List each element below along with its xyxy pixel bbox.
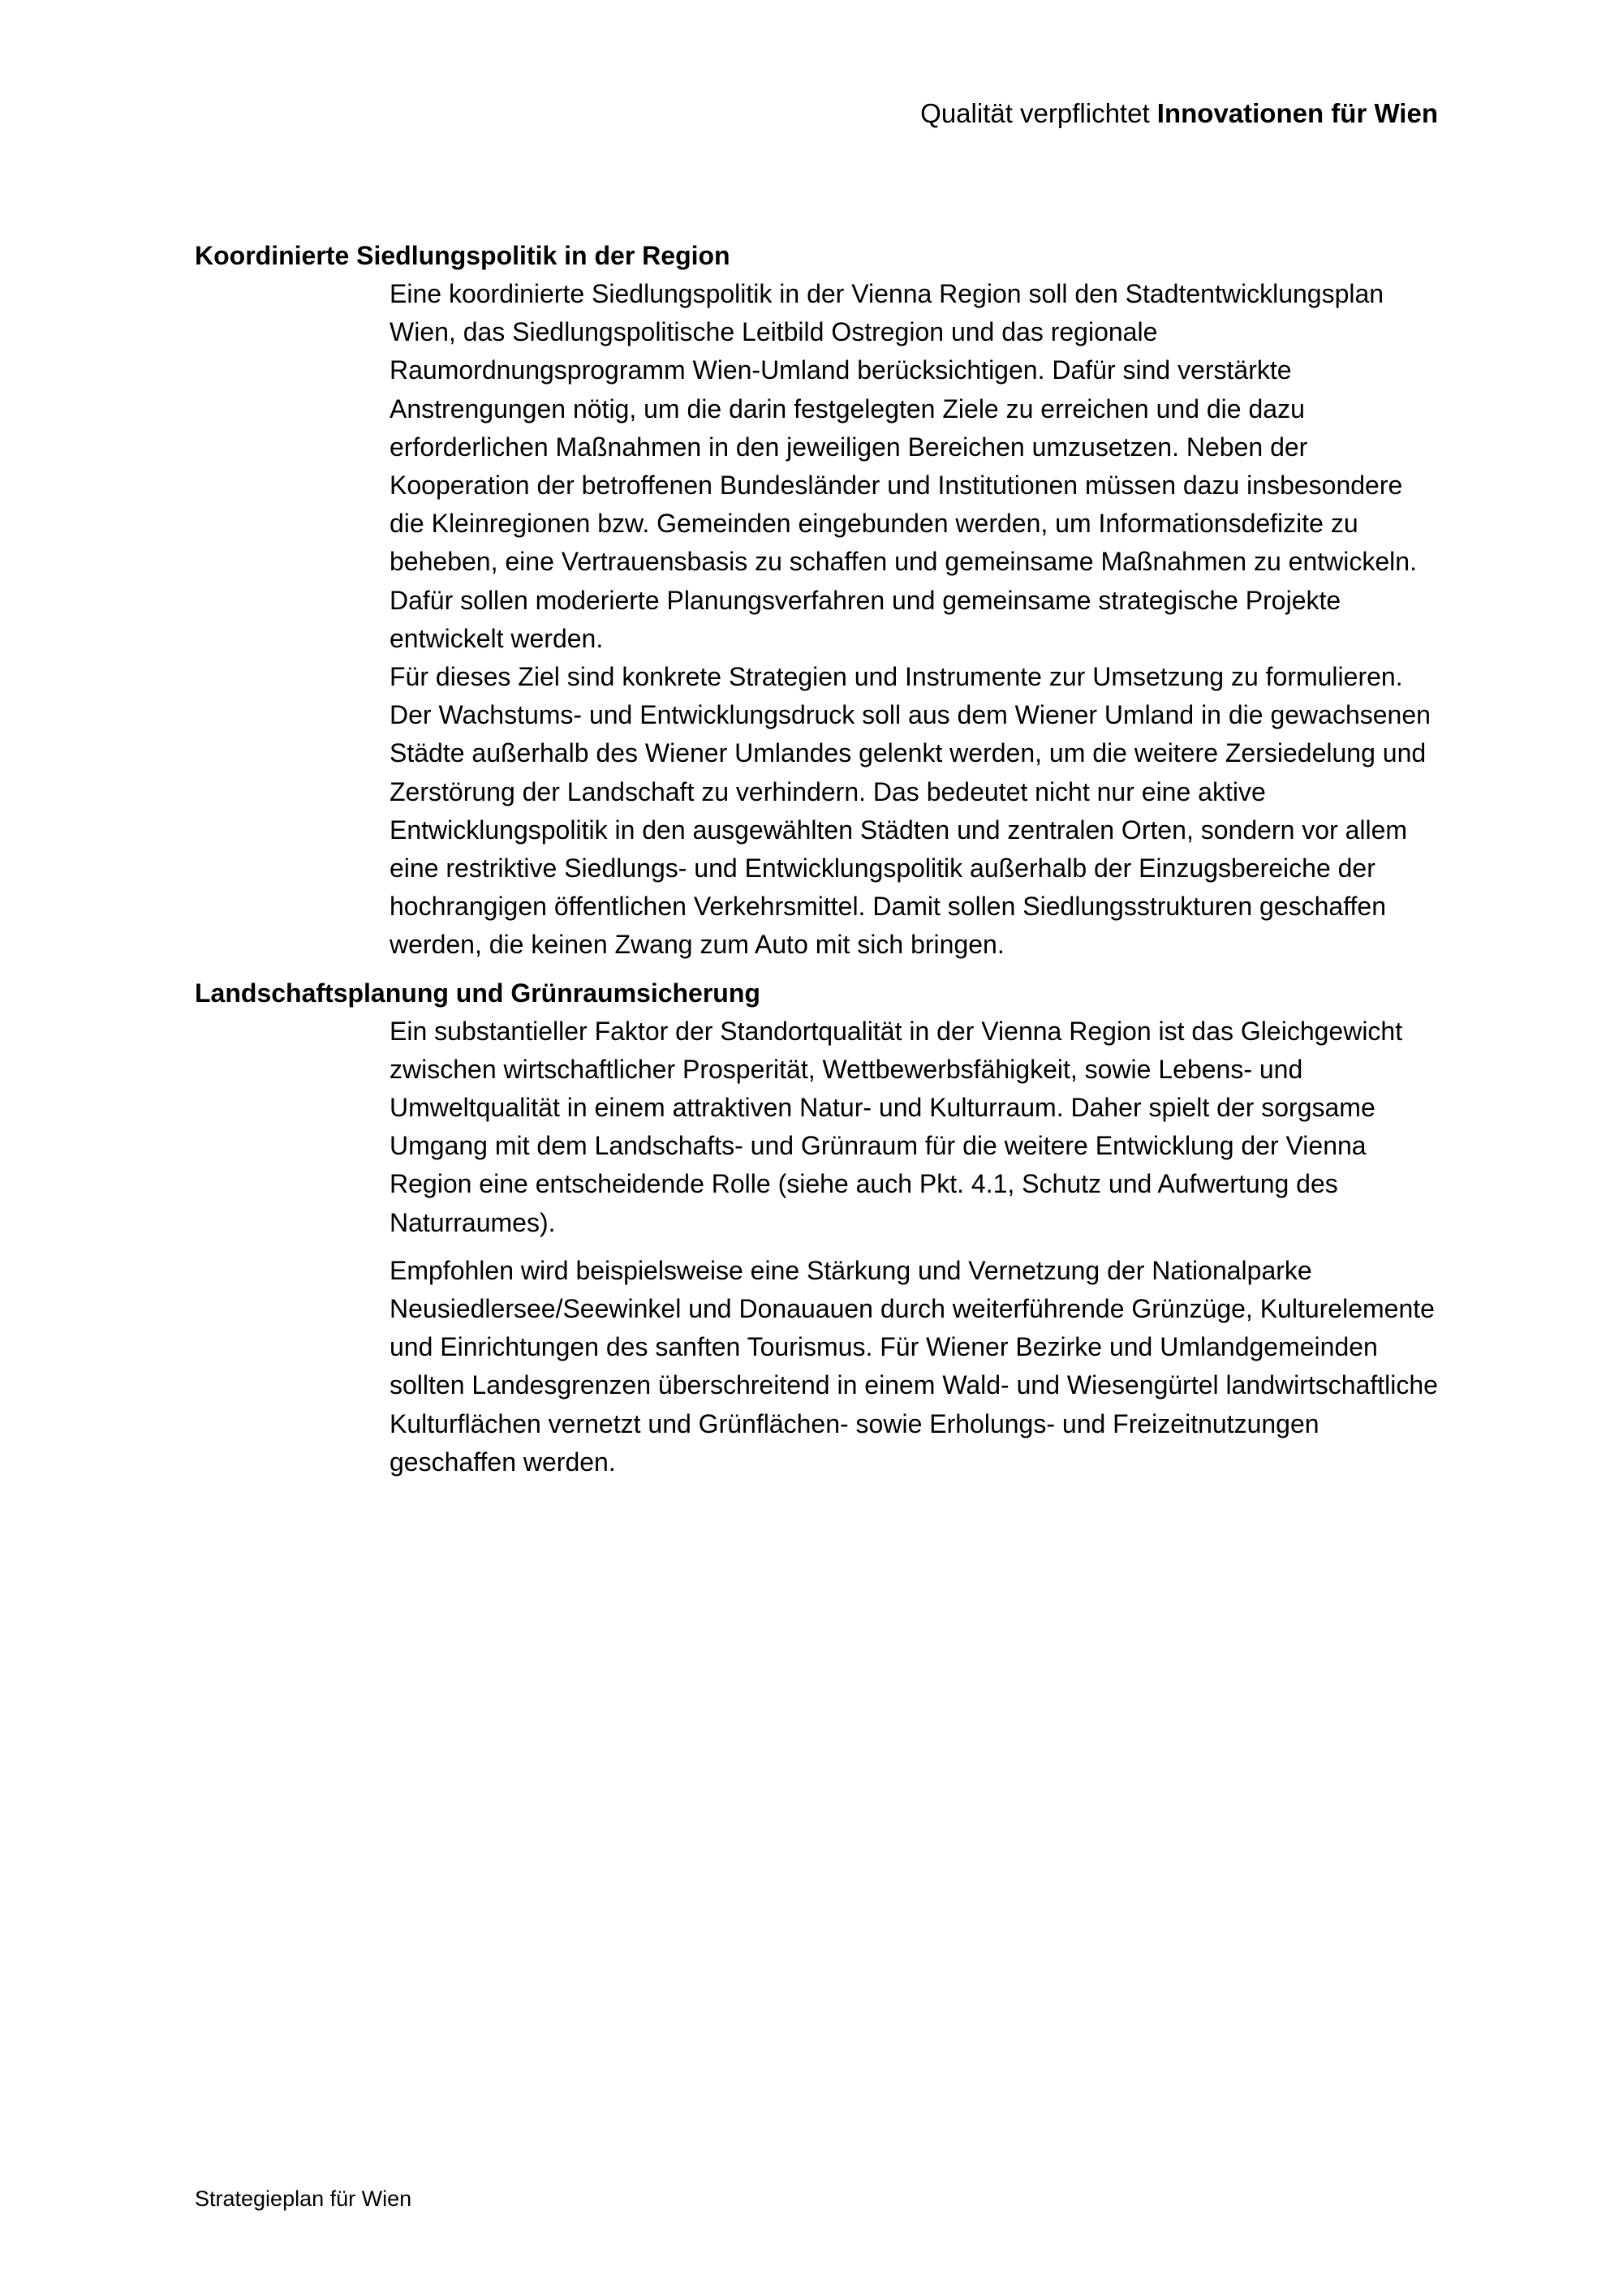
section-body [390,275,1440,965]
paragraph: Ein substantieller Faktor der Standortqualität in der Vienna Region ist das Gleichgewicht zwischen wirtschaftlicher Prosperität, Wettbewerbsfähigkeit, sowie Lebens- und Umweltqualität in einem attraktiven Natur- und Kulturraum. Daher spielt der sorgsame Umgang mit dem Landschafts- und Grünraum für die weitere Entwicklung der Vienna Region eine entscheidende Rolle (siehe auch Pkt. 4.1, Schutz und Aufwertung des Naturraumes). [390,1016,1403,1237]
paragraph: Für dieses Ziel sind konkrete Strategien und Instrumente zur Umsetzung zu formulieren. Der Wachstums- und Entwicklungsdruck soll aus dem Wiener Umland in die gewachsenen Städte außerhalb des Wiener Umlandes gelenkt werden, um die weitere Zersiedelung und Zerstörung der Landschaft zu verhindern. Das bedeutet nicht nur eine aktive Entwicklungspolitik in den ausgewählten Städten und zentralen Orten, sondern vor allem eine restriktive Siedlungs- und Entwicklungspolitik außerhalb der Einzugsbereiche der hochrangigen öffentlichen Verkehrsmittel. Damit sollen Siedlungsstrukturen geschaffen werden, die keinen Zwang zum Auto mit sich bringen. [390,662,1431,960]
header-prefix: Qualität verpflichtet [920,98,1150,128]
page-footer: Strategieplan für Wien [195,2186,412,2211]
section-body [390,1013,1440,1481]
section-siedlungspolitik [195,237,1440,965]
page-header [920,96,1438,131]
document-body [195,237,1440,1481]
paragraph: Eine koordinierte Siedlungspolitik in der Vienna Region soll den Stadtentwicklungsplan Wien, das Siedlungspolitische Leitbild Ostregion und das regionale Raumordnungsprogramm Wien-Umland berücksichtigen. Dafür sind verstärkte Anstrengungen nötig, um die darin festgelegten Ziele zu erreichen und die dazu erforderlichen Maßnahmen in den jeweiligen Bereichen umzusetzen. Neben der Kooperation der betroffenen Bundesländer und Institutionen müssen dazu insbesondere die Kleinregionen bzw. Gemeinden eingebunden werden, um Informationsdefizite zu beheben, eine Vertrauensbasis zu schaffen und gemeinsame Maßnahmen zu entwickeln. Dafür sollen moderierte Planungsverfahren und gemeinsame strategische Projekte entwickelt werden. [390,279,1417,653]
paragraph: Empfohlen wird beispielsweise eine Stärkung und Vernetzung der Nationalparke Neusiedlersee/Seewinkel und Donauauen durch weiterführende Grünzüge, Kulturelemente und Einrichtungen des sanften Tourismus. Für Wiener Bezirke und Umlandgemeinden sollten Landesgrenzen überschreitend in einem Wald- und Wiesengürtel landwirtschaftliche Kulturflächen vernetzt und Grünflächen- sowie Erholungs- und Freizeitnutzungen geschaffen werden. [390,1255,1438,1477]
section-heading: Koordinierte Siedlungspolitik in der Region [195,241,730,270]
section-heading: Landschaftsplanung und Grünraumsicherung [195,978,760,1008]
section-landschaftsplanung [195,974,1440,1481]
header-title: Innovationen für Wien [1156,98,1438,128]
